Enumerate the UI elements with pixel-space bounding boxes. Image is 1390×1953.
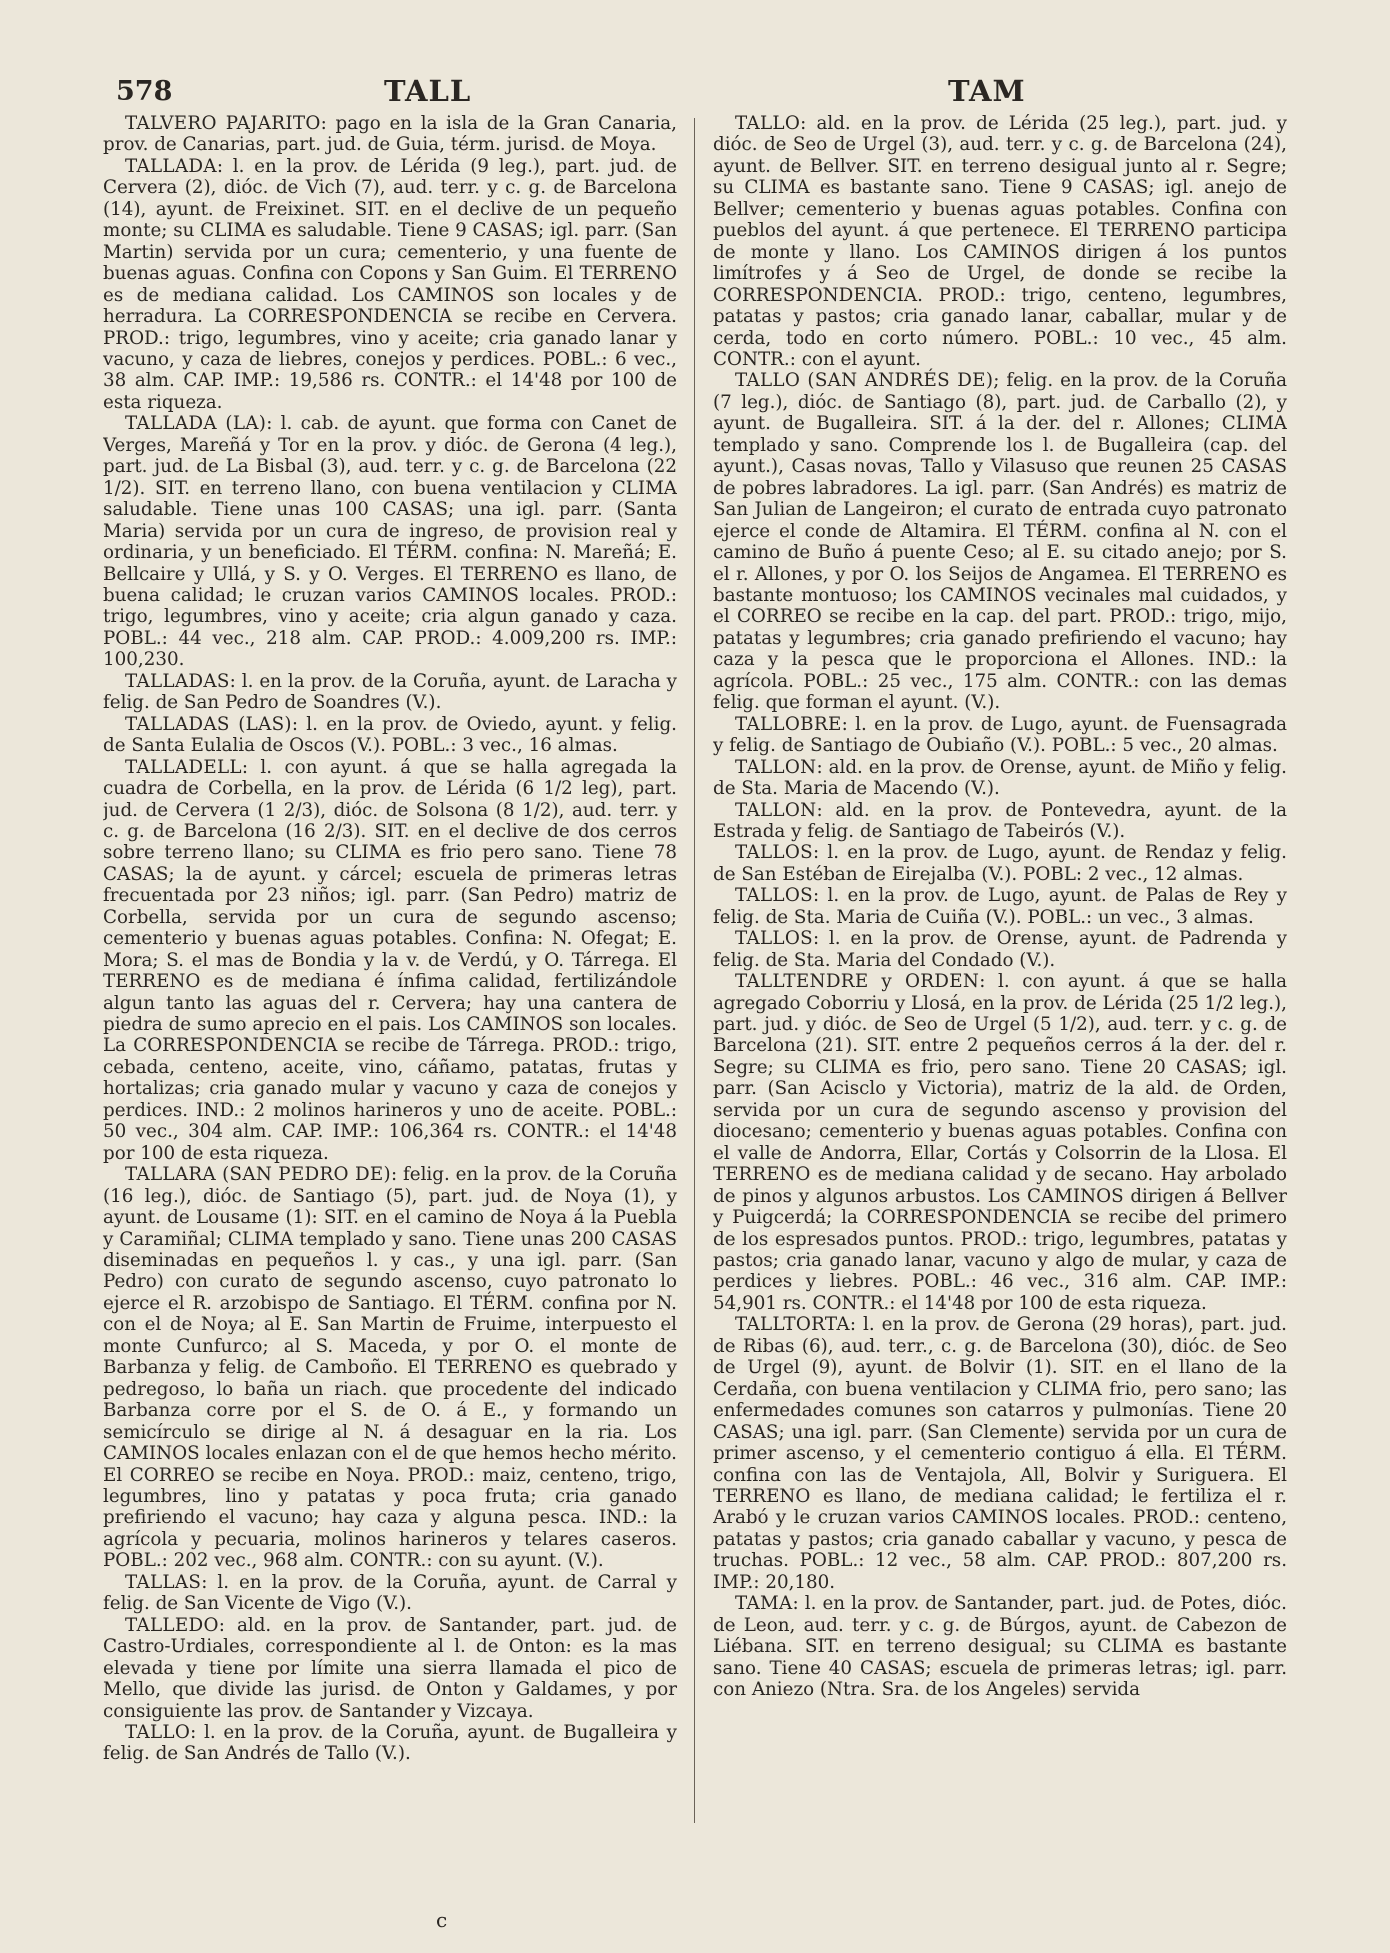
- entry-text: : l. en la prov. de Lugo, ayunt. de Palas de Rey y felig. de Sta. Maria de Cuiña (V.). POBL.: un vec., 3 almas.: [713, 885, 1287, 928]
- dictionary-entry: [103, 156, 677, 413]
- entry-headword: TAMA: [735, 1593, 793, 1615]
- entry-headword: TALLO: [735, 113, 801, 134]
- entry-headword: TALLON: [735, 799, 817, 821]
- dictionary-entry: [713, 971, 1287, 1314]
- entry-text: : ald. en la prov. de Santander, part. jud. de Castro-Urdiales, correspondiente al l. de Onton: es la mas elevada y tiene por límite una sierra llamada el pico de Mello, que divide las jurisd. de Onton y Galdames, y por consiguiente las prov. de Santander y Vizcaya.: [103, 1614, 677, 1722]
- dictionary-entry: [713, 885, 1287, 928]
- entry-text: : l. en la prov. de Gerona (29 horas), part. jud. de Ribas (6), aud. terr., c. g. de Barcelona (30), dióc. de Seo de Urgel (9), ayunt. de Bolvir (1). SIT. en el llano de la Cerdaña, con buena ventilacion y CLIMA frio, pero sano; las enfermedades comunes son catarros y pulmonías. Tiene 20 CASAS; una igl. parr. (San Clemente) servida por un cura de primer ascenso, y el cementerio contiguo á ella. El TÉRM. confina con las de Ventajola, All, Bolvir y Suriguera. El TERRENO es llano, de mediana calidad; le fertiliza el r. Arabó y le cruzan varios CAMINOS locales. PROD.: centeno, patatas y pastos; cria ganado caballar y vacuno, y pesca de truchas. POBL.: 12 vec., 58 alm. CAP. PROD.: 807,200 rs. IMP.: 20,180.: [713, 1314, 1287, 1593]
- entry-headword: TALLO: [125, 1721, 191, 1743]
- entry-text: : l. en la prov. de Santander, part. jud. de Potes, dióc. de Leon, aud. terr. y c. g. de Búrgos, ayunt. de Cabezon de Liébana. SIT. en terreno desigual; su CLIMA es bastante sano. Tiene 40 CASAS; escuela de primeras letras; igl. parr. con Aniezo (Ntra. Sra. de los Angeles) servida: [713, 1593, 1287, 1701]
- dictionary-entry: [713, 1593, 1287, 1700]
- dictionary-entry: [713, 757, 1287, 800]
- dictionary-entry: [713, 842, 1287, 885]
- dictionary-entry: [103, 413, 677, 670]
- dictionary-entry: [103, 714, 677, 757]
- entry-headword: TALVERO PAJARITO: [125, 113, 321, 134]
- dictionary-entry: [713, 928, 1287, 971]
- entry-text: : l. en la prov. de Lugo, ayunt. de Rendaz y felig. de San Estéban de Eirejalba (V.). POBL: 2 vec., 12 almas.: [713, 842, 1287, 885]
- left-column: [103, 113, 677, 1826]
- entry-headword: TALLO (SAN ANDRÉS DE): [735, 370, 994, 392]
- right-column: [713, 113, 1287, 1813]
- entry-text: ; felig. en la prov. de la Coruña (7 leg.), dióc. de Santiago (8), part. jud. de Carballo (2), y ayunt. de Bugalleira. SIT. á la der. del r. Allones; CLIMA templado y sano. Comprende los l. de Bugalleira (cap. del ayunt.), Casas novas, Tallo y Vilasuso que reunen 25 CASAS de pobres labradores. La igl. parr. (San Andrés) es matriz de San Julian de Langeiron; el curato de entrada cuyo patronato ejerce el conde de Altamira. El TÉRM. confina al N. con el camino de Buño á puente Ceso; al E. su citado anejo; por S. el r. Allones, y por O. los Seijos de Angamea. El TERRENO es bastante montuoso; los CAMINOS vecinales mal cuidados, y el CORREO se recibe en la cap. del part. PROD.: trigo, mijo, patatas y legumbres; cria ganado prefiriendo el vacuno; hay caza y la pesca que le proporciona el Allones. IND.: la agrícola. POBL.: 25 vec., 175 alm. CONTR.: con las demas felig. que forman el ayunt. (V.).: [713, 370, 1287, 714]
- entry-headword: TALLTORTA: [735, 1314, 850, 1336]
- dictionary-entry: [103, 671, 677, 714]
- dictionary-entry: [713, 370, 1287, 713]
- entry-headword: TALLOBRE: [735, 713, 842, 735]
- column-divider: [694, 118, 695, 1823]
- page-number: 578: [116, 76, 173, 107]
- entry-text: : l. en la prov. de la Coruña, ayunt. de Carral y felig. de San Vicente de Vigo (V.).: [103, 1571, 677, 1615]
- dictionary-entry: [103, 757, 677, 1165]
- entry-text: : l. en la prov. de la Coruña, ayunt. de Bugalleira y felig. de San Andrés de Tallo (V.).: [103, 1721, 677, 1765]
- entry-headword: TALLOS: [735, 885, 813, 907]
- entry-text: : l. con ayunt. á que se halla agregada la cuadra de Corbella, en la prov. de Lérida (6 1/2 leg), part. jud. de Cervera (1 2/3), dióc. de Solsona (8 1/2), aud. terr. y c. g. de Barcelona (16 2/3). SIT. en el declive de dos cerros sobre terreno llano; su CLIMA es frio pero sano. Tiene 78 CASAS; la de ayunt. y cárcel; escuela de primeras letras frecuentada por 23 niños; igl. parr. (San Pedro) matriz de Corbella, servida por un cura de segundo ascenso; cementerio y buenas aguas potables. Confina: N. Ofegat; E. Mora; S. el mas de Bondia y la v. de Verdú, y O. Tárrega. El TERRENO es de mediana é ínfima calidad, fertilizándole algun tanto las aguas del r. Cervera; hay una cantera de piedra de sumo aprecio en el pais. Los CAMINOS son locales. La CORRESPONDENCIA se recibe de Tárrega. PROD.: trigo, cebada, centeno, aceite, vino, cáñamo, patatas, frutas y hortalizas; cria ganado mular y vacuno y caza de conejos y perdices. IND.: 2 molinos harineros y uno de aceite. POBL.: 50 vec., 304 alm. CAP. IMP.: 106,364 rs. CONTR.: el 14'48 por 100 de esta riqueza.: [103, 756, 677, 1164]
- entry-headword: TALLADA (LA): [125, 413, 267, 435]
- footer-mark: c: [436, 1908, 448, 1932]
- entry-headword: TALLOS: [735, 842, 813, 864]
- entry-headword: TALLADAS: [125, 670, 230, 692]
- entry-headword: TALLEDO: [125, 1614, 219, 1636]
- dictionary-entry: [713, 1314, 1287, 1593]
- entry-text: : l. en la prov. de Lérida (9 leg.), part. jud. de Cervera (2), dióc. de Vich (7), aud. terr. y c. g. de Barcelona (14), ayunt. de Freixinet. SIT. en el declive de un pequeño monte; su CLIMA es saludable. Tiene 9 CASAS; igl. parr. (San Martin) servida por un cura; cementerio, y una fuente de buenas aguas. Confina con Copons y San Guim. El TERRENO es de mediana calidad. Los CAMINOS son locales y de herradura. La CORRESPONDENCIA se recibe en Cervera. PROD.: trigo, legumbres, vino y aceite; cria ganado lanar y vacuno, y caza de liebres, conejos y perdices. POBL.: 6 vec., 38 alm. CAP. IMP.: 19,586 rs. CONTR.: el 14'48 por 100 de esta riqueza.: [103, 155, 677, 413]
- entry-headword: TALLON: [735, 756, 817, 778]
- dictionary-entry: [103, 1722, 677, 1765]
- entry-headword: TALLOS: [735, 928, 813, 950]
- dictionary-entry: [103, 1615, 677, 1722]
- dictionary-entry: [713, 113, 1287, 370]
- entry-text: : l. en la prov. de Orense, ayunt. de Padrenda y felig. de Sta. Maria del Condado (V.).: [713, 928, 1287, 971]
- dictionary-entry: [713, 714, 1287, 757]
- entry-text: : l. cab. de ayunt. que forma con Canet de Verges, Mareñá y Tor en la prov. y dióc. de Gerona (4 leg.), part. jud. de La Bisbal (3), aud. terr. y c. g. de Barcelona (22 1/2). SIT. en terreno llano, con buena ventilacion y CLIMA saludable. Tiene unas 100 CASAS; una igl. parr. (Santa Maria) servida por un cura de ingreso, de provision real y ordinaria, y un beneficiado. El TÉRM. confina: N. Mareñá; E. Bellcaire y Ullá, y S. y O. Verges. El TERRENO es llano, de buena calidad; le cruzan varios CAMINOS locales. PROD.: trigo, legumbres, vino y aceite; cria algun ganado y caza. POBL.: 44 vec., 218 alm. CAP. PROD.: 4.009,200 rs. IMP.: 100,230.: [103, 413, 677, 671]
- entry-text: : ald. en la prov. de Orense, ayunt. de Miño y felig. de Sta. Maria de Macendo (V.).: [713, 756, 1287, 800]
- left-running-head: TALL: [384, 74, 472, 108]
- entry-text: : l. con ayunt. á que se halla agregado Coborriu y Llosá, en la prov. de Lérida (25 1/2 leg.), part. jud. y dióc. de Seo de Urgel (5 1/2), aud. terr. y c. g. de Barcelona (21). SIT. entre 2 pequeños cerros á la der. del r. Segre; su CLIMA es frio, pero sano. Tiene 20 CASAS; igl. parr. (San Acisclo y Victoria), matriz de la ald. de Orden, servida por un cura de segundo ascenso y provision del diocesano; cementerio y buenas aguas potables. Confina con el valle de Andorra, Ellar, Cortás y Colsorrin de la Llosa. El TERRENO es de mediana calidad y de secano. Hay arbolado de pinos y algunos arbustos. Los CAMINOS dirigen á Bellver y Puigcerdá; la CORRESPONDENCIA se recibe del primero de los espresados puntos. PROD.: trigo, legumbres, patatas y pastos; cria ganado lanar, vacuno y algo de mular, y caza de perdices y liebres. POBL.: 46 vec., 316 alm. CAP. IMP.: 54,901 rs. CONTR.: el 14'48 por 100 de esta riqueza.: [713, 971, 1287, 1314]
- entry-text: : pago en la isla de la Gran Canaria, prov. de Canarias, part. jud. de Guia, térm. jurisd. de Moya.: [103, 113, 677, 156]
- entry-text: : l. en la prov. de Oviedo, ayunt. y felig. de Santa Eulalia de Oscos (V.). POBL.: 3 vec., 16 almas.: [103, 713, 677, 757]
- entry-headword: TALLTENDRE y ORDEN: [735, 971, 980, 993]
- entry-headword: TALLADA: [125, 155, 217, 177]
- entry-headword: TALLARA (SAN PEDRO DE): [125, 1164, 391, 1186]
- dictionary-entry: [103, 1164, 677, 1572]
- entry-text: : felig. en la prov. de la Coruña (16 leg.), dióc. de Santiago (5), part. jud. de Noya (1), y ayunt. de Lousame (1): SIT. en el camino de Noya á la Puebla y Caramiñal; CLIMA templado y sano. Tiene unas 200 CASAS diseminadas en pequeños l. y cas., y una igl. parr. (San Pedro) con curato de segundo ascenso, cuyo patronato lo ejerce el R. arzobispo de Santiago. El TÉRM. confina por N. con el de Noya; al E. San Martin de Fruime, interpuesto el monte Cunfurco; al S. Maceda, y por O. el monte de Barbanza y felig. de Camboño. El TERRENO es quebrado y pedregoso, lo baña un riach. que procedente del indicado Barbanza corre por el S. de O. á E., y formando un semicírculo se dirige al N. á desaguar en la ria. Los CAMINOS locales enlazan con el de que hemos hecho mérito. El CORREO se recibe en Noya. PROD.: maiz, centeno, trigo, legumbres, lino y patatas y poca fruta; cria ganado prefiriendo el vacuno; hay caza y alguna pesca. IND.: la agrícola y pecuaria, molinos harineros y telares caseros. POBL.: 202 vec., 968 alm. CONTR.: con su ayunt. (V.).: [103, 1164, 677, 1572]
- entry-text: : ald. en la prov. de Lérida (25 leg.), part. jud. y dióc. de Seo de Urgel (3), aud. terr. y c. g. de Barcelona (24), ayunt. de Bellver. SIT. en terreno desigual junto al r. Segre; su CLIMA es bastante sano. Tiene 9 CASAS; igl. anejo de Bellver; cementerio y buenas aguas potables. Confina con pueblos del ayunt. á que pertenece. El TERRENO participa de monte y llano. Los CAMINOS dirigen á los puntos limítrofes y á Seo de Urgel, de donde se recibe la CORRESPONDENCIA. PROD.: trigo, centeno, legumbres, patatas y pastos; cria ganado lanar, caballar, mular y de cerda, todo en corto número. POBL.: 10 vec., 45 alm. CONTR.: con el ayunt.: [713, 113, 1287, 370]
- entry-text: : ald. en la prov. de Pontevedra, ayunt. de la Estrada y felig. de Santiago de Tabeirós (V.).: [713, 799, 1287, 842]
- entry-text: : l. en la prov. de la Coruña, ayunt. de Laracha y felig. de San Pedro de Soandres (V.).: [103, 670, 677, 714]
- entry-headword: TALLADAS (LAS): [125, 713, 292, 735]
- dictionary-entry: [103, 113, 677, 156]
- entry-headword: TALLADELL: [125, 756, 242, 778]
- entry-text: : l. en la prov. de Lugo, ayunt. de Fuensagrada y felig. de Santiago de Oubiaño (V.). POBL.: 5 vec., 20 almas.: [713, 713, 1287, 757]
- dictionary-entry: [103, 1572, 677, 1615]
- right-running-head: TAM: [948, 74, 1026, 108]
- entry-headword: TALLAS: [125, 1571, 202, 1593]
- dictionary-entry: [713, 800, 1287, 843]
